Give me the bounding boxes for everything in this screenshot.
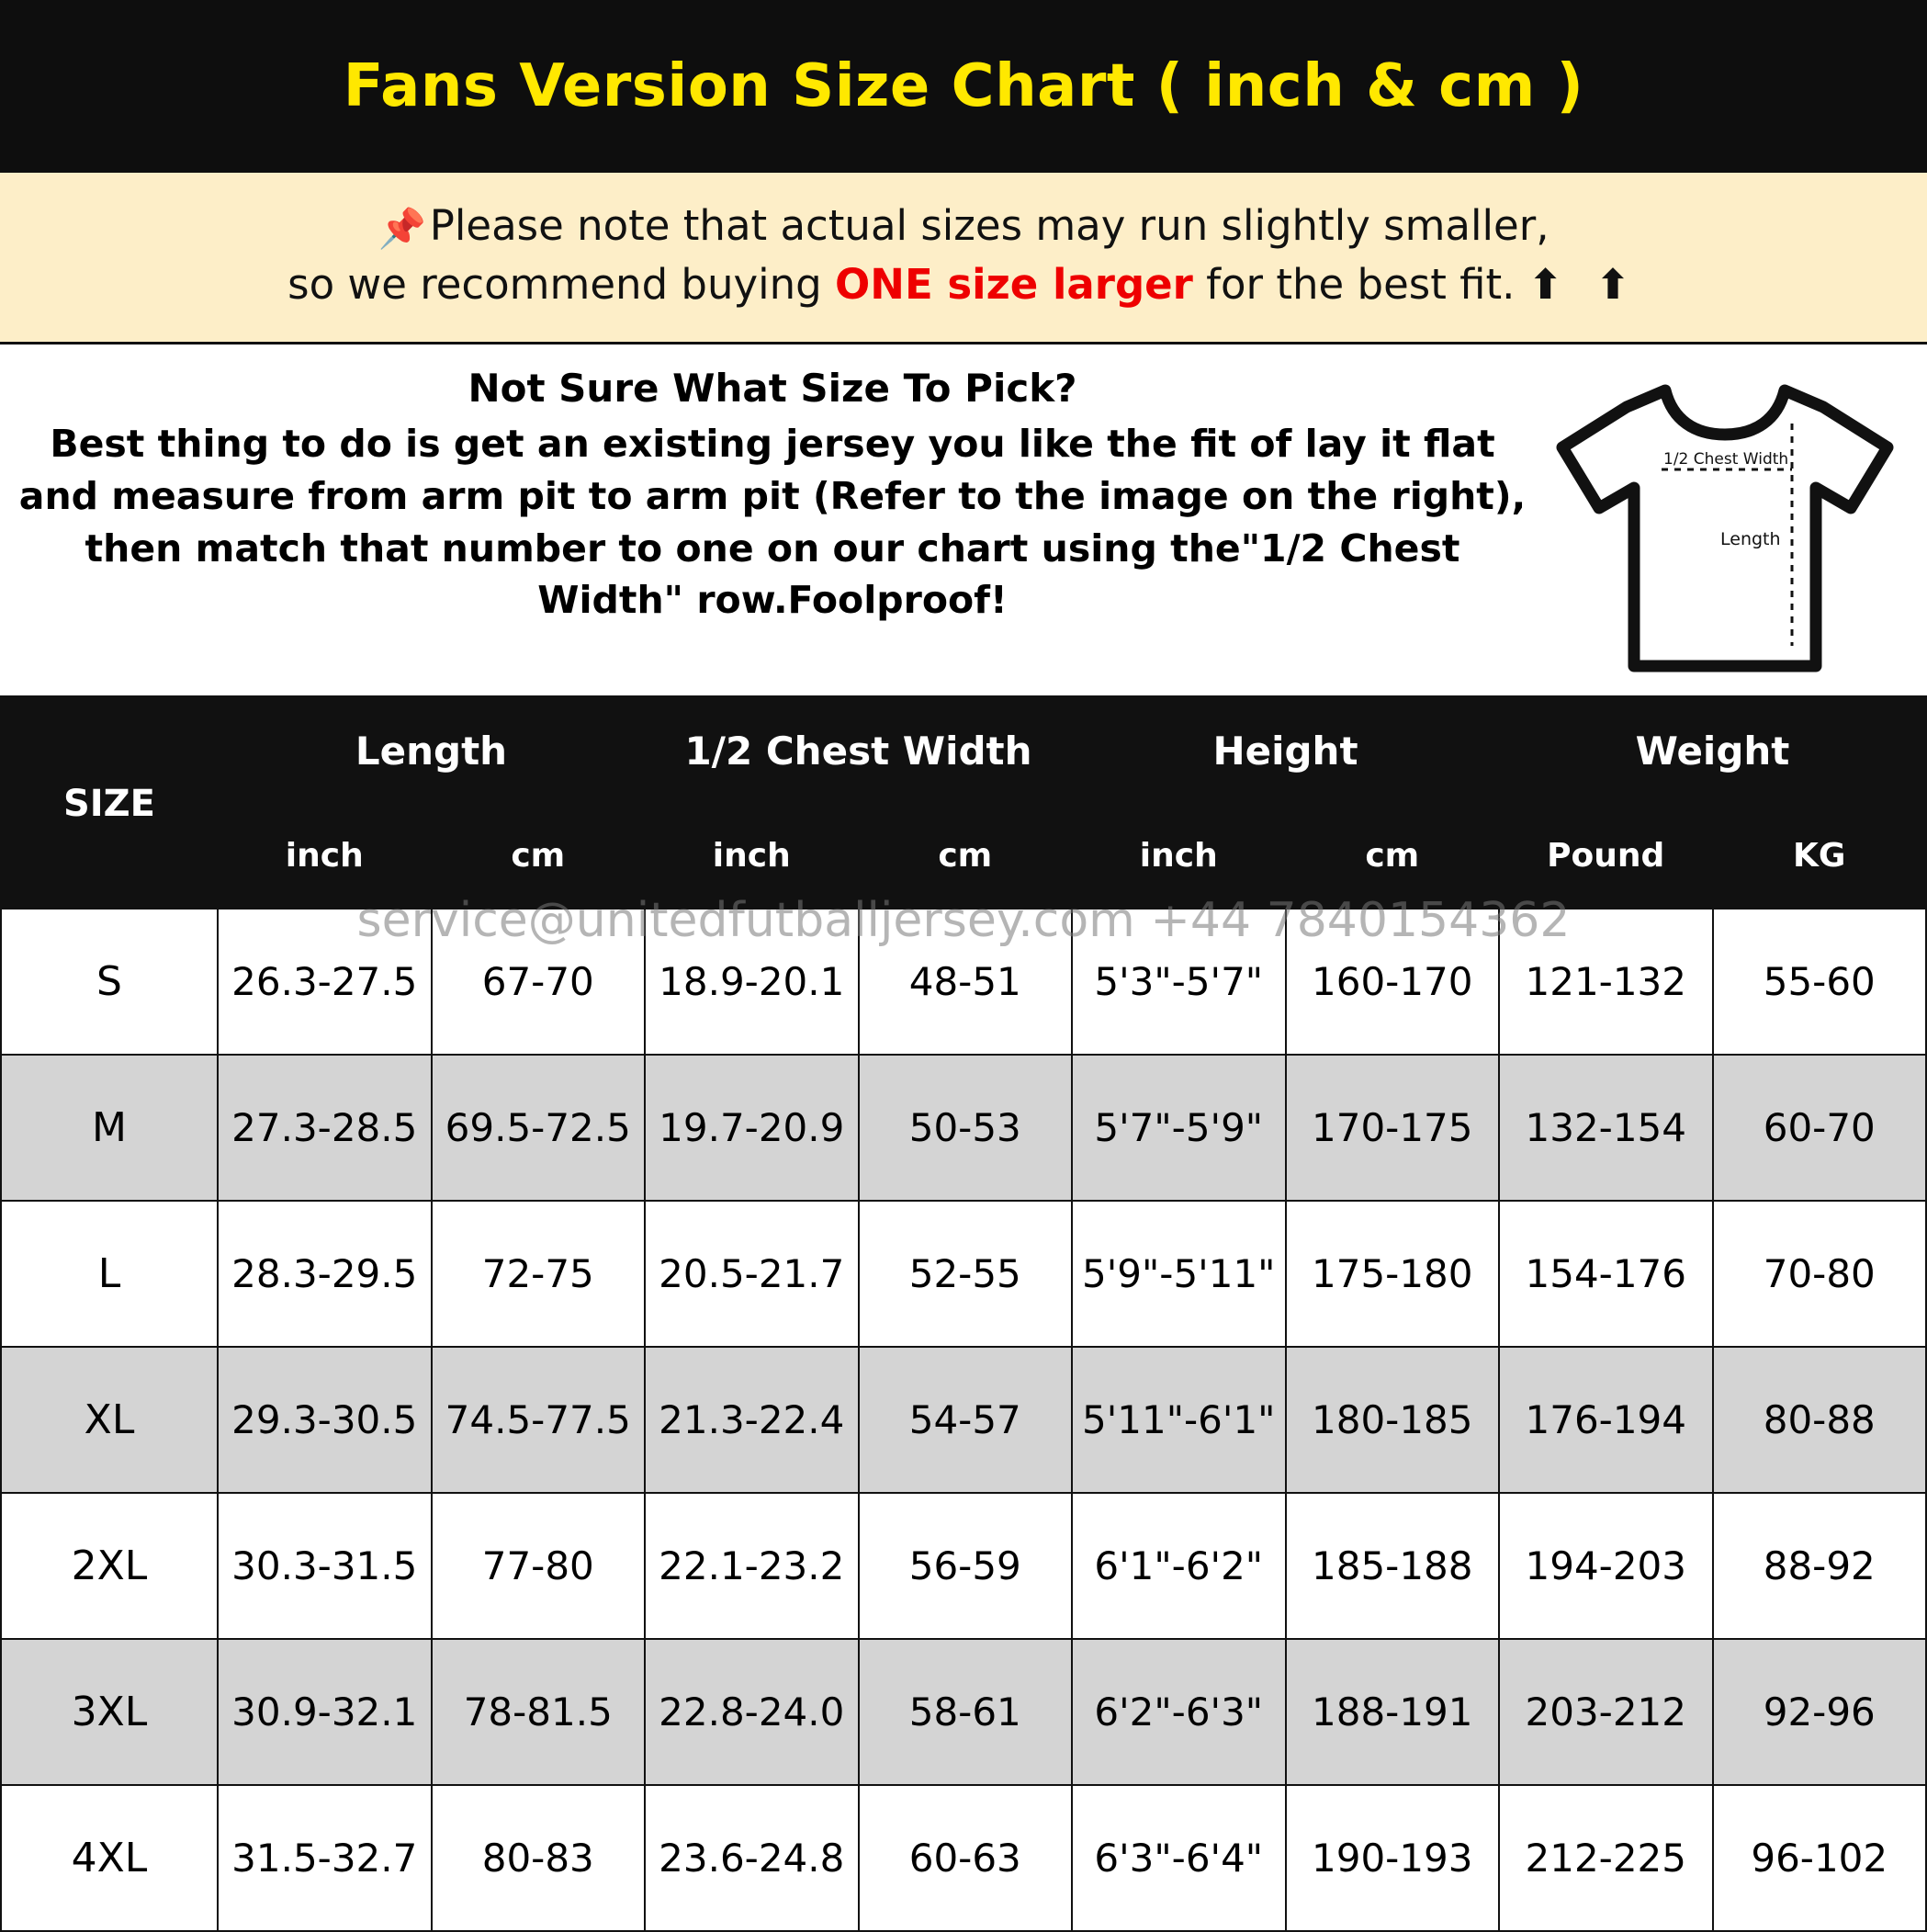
cell-length-cm: 80-83 [432,1785,646,1931]
table-body [1,909,1926,1931]
cell-weight-pound: 132-154 [1499,1055,1713,1201]
cell-length-inch: 29.3-30.5 [218,1347,432,1493]
cell-length-cm: 72-75 [432,1201,646,1347]
cell-weight-kg: 60-70 [1713,1055,1927,1201]
note-line-1 [18,197,1909,255]
info-text-block [9,363,1532,627]
note-line-2 [18,255,1909,314]
header-height-inch: inch [1072,804,1286,909]
header-height-cm: cm [1286,804,1500,909]
cell-size: S [1,909,218,1055]
cell-chest-cm: 58-61 [859,1639,1073,1785]
header-length-cm: cm [432,804,646,909]
cell-length-cm: 69.5-72.5 [432,1055,646,1201]
cell-length-inch: 30.9-32.1 [218,1639,432,1785]
cell-height-cm: 160-170 [1286,909,1500,1055]
chest-width-label: 1/2 Chest Width [1663,449,1789,469]
cell-weight-pound: 176-194 [1499,1347,1713,1493]
cell-chest-cm: 48-51 [859,909,1073,1055]
cell-height-inch: 6'1"-6'2" [1072,1493,1286,1639]
note-text-1: Please note that actual sizes may run slightly smaller, [429,201,1549,250]
table-row [1,1785,1926,1931]
length-label: Length [1720,528,1781,549]
header-weight-pound: Pound [1499,804,1713,909]
header-chest-cm: cm [859,804,1073,909]
table-row [1,1493,1926,1639]
cell-chest-inch: 19.7-20.9 [645,1055,859,1201]
tshirt-diagram [1532,363,1918,683]
watermark-text: service@unitedfutballjersey.com +44 7840154362 [356,892,1571,948]
cell-weight-pound: 154-176 [1499,1201,1713,1347]
header-group-length: Length [218,699,645,804]
header-group-weight: Weight [1499,699,1926,804]
cell-weight-pound: 121-132 [1499,909,1713,1055]
cell-chest-inch: 21.3-22.4 [645,1347,859,1493]
note-text-2b: for the best fit. [1192,259,1516,309]
cell-chest-inch: 22.1-23.2 [645,1493,859,1639]
cell-size: 3XL [1,1639,218,1785]
info-heading: Not Sure What Size To Pick? [468,365,1077,411]
cell-chest-cm: 56-59 [859,1493,1073,1639]
table-row [1,1055,1926,1201]
note-band [0,173,1927,345]
cell-height-inch: 6'3"-6'4" [1072,1785,1286,1931]
table-head-row-groups [1,699,1926,804]
header-length-inch: inch [218,804,432,909]
table-head-row-units [1,804,1926,909]
cell-weight-kg: 80-88 [1713,1347,1927,1493]
table-row [1,909,1926,1055]
size-table-wrapper [0,695,1927,1932]
cell-height-inch: 5'11"-6'1" [1072,1347,1286,1493]
table-row [1,1347,1926,1493]
cell-size: 2XL [1,1493,218,1639]
cell-length-inch: 30.3-31.5 [218,1493,432,1639]
cell-weight-pound: 212-225 [1499,1785,1713,1931]
header-chest-inch: inch [645,804,859,909]
cell-length-inch: 31.5-32.7 [218,1785,432,1931]
cell-height-inch: 5'3"-5'7" [1072,909,1286,1055]
title-banner [0,0,1927,173]
info-section [0,345,1927,695]
info-body-line-1: Best thing to do is get an existing jersey you like the fit of lay it flat [50,422,1495,467]
cell-height-cm: 185-188 [1286,1493,1500,1639]
cell-size: L [1,1201,218,1347]
cell-weight-pound: 203-212 [1499,1639,1713,1785]
cell-weight-kg: 96-102 [1713,1785,1927,1931]
cell-height-cm: 170-175 [1286,1055,1500,1201]
cell-chest-inch: 18.9-20.1 [645,909,859,1055]
cell-height-inch: 6'2"-6'3" [1072,1639,1286,1785]
info-body-line-4: Width" row.Foolproof! [537,578,1008,623]
page-title: Fans Version Size Chart ( inch & cm ) [343,52,1584,120]
cell-height-cm: 188-191 [1286,1639,1500,1785]
info-body-line-2: and measure from arm pit to arm pit (Refer to the image on the right), [18,474,1527,519]
tshirt-icon [1546,370,1904,683]
cell-size: M [1,1055,218,1201]
header-group-height: Height [1072,699,1499,804]
cell-length-inch: 28.3-29.5 [218,1201,432,1347]
cell-chest-cm: 60-63 [859,1785,1073,1931]
pushpin-icon: 📌 [378,206,426,251]
cell-chest-cm: 50-53 [859,1055,1073,1201]
table-head [1,699,1926,909]
table-row [1,1201,1926,1347]
cell-length-inch: 27.3-28.5 [218,1055,432,1201]
cell-height-cm: 175-180 [1286,1201,1500,1347]
cell-length-inch: 26.3-27.5 [218,909,432,1055]
note-emphasis: ONE size larger [835,259,1193,309]
header-weight-kg: KG [1713,804,1927,909]
header-group-chest-width: 1/2 Chest Width [645,699,1072,804]
cell-length-cm: 74.5-77.5 [432,1347,646,1493]
note-text-2a: so we recommend buying [287,259,836,309]
cell-chest-inch: 20.5-21.7 [645,1201,859,1347]
cell-height-inch: 5'9"-5'11" [1072,1201,1286,1347]
info-body-line-3: then match that number to one on our chart using the"1/2 Chest [85,525,1460,571]
table-row [1,1639,1926,1785]
header-size: SIZE [1,699,218,909]
cell-weight-kg: 70-80 [1713,1201,1927,1347]
cell-length-cm: 78-81.5 [432,1639,646,1785]
up-arrows-icon: ⬆ ⬆ [1527,259,1640,309]
cell-weight-kg: 92-96 [1713,1639,1927,1785]
cell-chest-cm: 54-57 [859,1347,1073,1493]
cell-size: XL [1,1347,218,1493]
cell-size: 4XL [1,1785,218,1931]
cell-weight-kg: 88-92 [1713,1493,1927,1639]
cell-height-inch: 5'7"-5'9" [1072,1055,1286,1201]
cell-chest-cm: 52-55 [859,1201,1073,1347]
cell-chest-inch: 23.6-24.8 [645,1785,859,1931]
cell-length-cm: 67-70 [432,909,646,1055]
cell-weight-kg: 55-60 [1713,909,1927,1055]
cell-chest-inch: 22.8-24.0 [645,1639,859,1785]
cell-weight-pound: 194-203 [1499,1493,1713,1639]
cell-length-cm: 77-80 [432,1493,646,1639]
cell-height-cm: 180-185 [1286,1347,1500,1493]
cell-height-cm: 190-193 [1286,1785,1500,1931]
size-table [0,698,1927,1932]
